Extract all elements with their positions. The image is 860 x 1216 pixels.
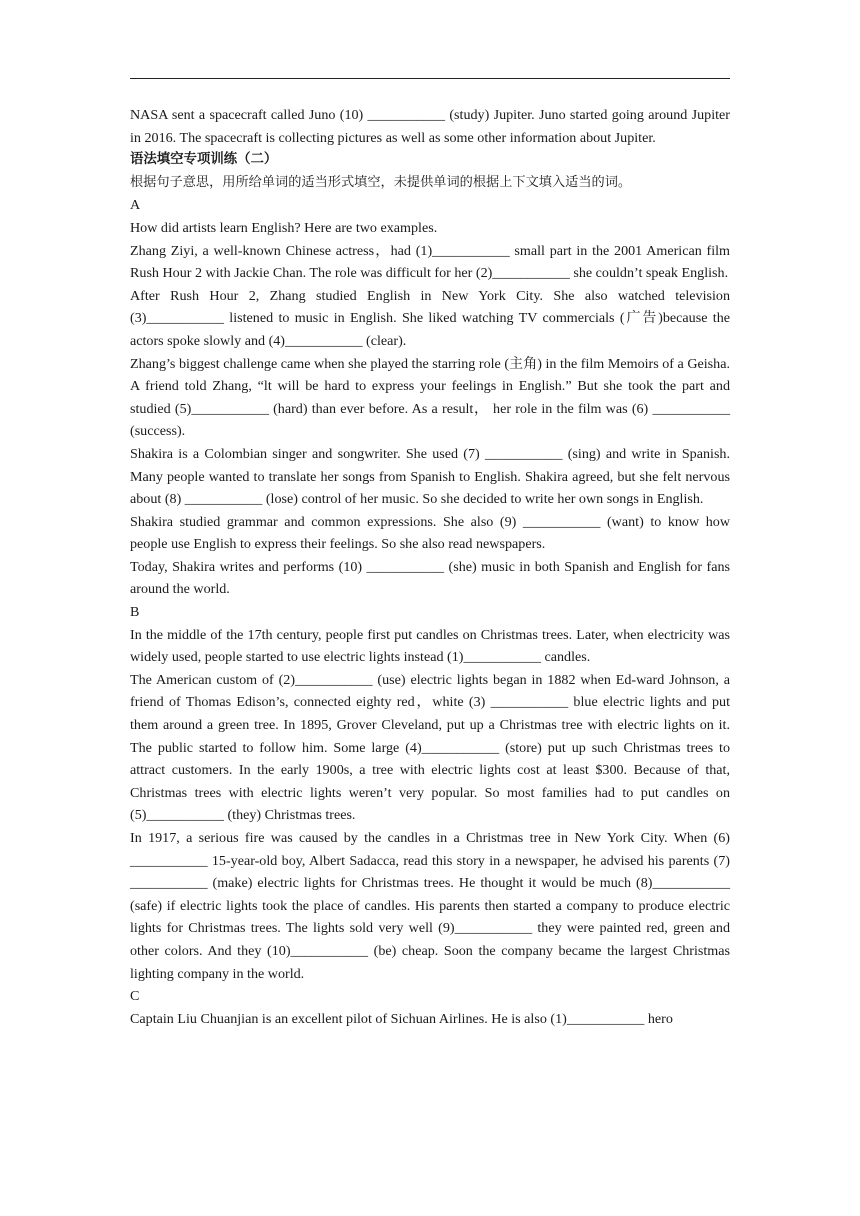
passage-a-paragraph: Shakira studied grammar and common expressions. She also (9) ___________ (want) to know how people use English to express their feelings. So she also read newspapers. — [130, 513, 730, 553]
passage-b-paragraph: The American custom of (2)___________ (use) electric lights began in 1882 when Ed-ward Johnson, a friend of Thomas Edison’s, connected eighty red，white (3) ___________ blue electric lights and put them around a green tree. In 1895, Grover Cleveland, put up a Christmas tree with electric lights on it. The public started to follow him. Some large (4)___________ (store) put up such Christmas trees to attract customers. In the early 1900s, a tree with electric lights cost at least $300. Because of that, Christmas trees with electric lights weren’t very popular. So most families had to put candles on (5)___________ (they) Christmas trees. — [130, 671, 730, 824]
passage-a-paragraph: Zhang Ziyi, a well-known Chinese actress，had (1)___________ small part in the 2001 American film Rush Hour 2 with Jackie Chan. The role was difficult for her (2)___________ she couldn’t speak English. — [130, 242, 730, 282]
intro-paragraph: NASA sent a spacecraft called Juno (10) ___________ (study) Jupiter. Juno started going around Jupiter in 2016. The spacecraft is collecting pictures as well as some other information about Jupiter. — [130, 107, 730, 146]
passage-a-paragraph: Shakira is a Colombian singer and songwriter. She used (7) ___________ (sing) and write in Spanish. Many people wanted to translate her songs from Spanish to English. Shakira agreed, but she felt nervous about (8) ___________ (lose) control of her music. So she decided to write her own songs in English. — [130, 445, 730, 508]
passage-a-paragraph: After Rush Hour 2, Zhang studied English in New York City. She also watched television (3)___________ listened to music in English. She liked watching TV commercials (广告)because the actors spoke slowly and (4)___________ (clear). — [130, 287, 730, 349]
passage-c-paragraph: Captain Liu Chuanjian is an excellent pilot of Sichuan Airlines. He is also (1)___________ hero — [130, 1010, 673, 1027]
passage-b-paragraph: In 1917, a serious fire was caused by the candles in a Christmas tree in New York City. When (6) ___________ 15-year-old boy, Albert Sadacca, read this story in a newspaper, he advised his parents (7) ___________ (make) electric lights for Christmas trees. He thought it would be much (8)___________ (safe) if electric lights took the place of candles. His parents then started a company to produce electric lights for Christmas trees. The lights sold very well (9)___________ they were painted red, green and other colors. And they (10)___________ (be) cheap. Soon the company became the largest Christmas lighting company in the world. — [130, 830, 730, 982]
passage-a-paragraph: Today, Shakira writes and performs (10) ___________ (she) music in both Spanish and English for fans around the world. — [130, 558, 730, 598]
passage-c-label: C — [130, 988, 140, 1005]
passage-a-paragraph: How did artists learn English? Here are two examples. — [130, 219, 438, 236]
passage-b-label: B — [130, 604, 140, 621]
section-title: 语法填空专项训练（二） — [130, 152, 278, 168]
instructions: 根据句子意思，用所给单词的适当形式填空，未提供单词的根据上下文填入适当的词。 — [130, 174, 632, 190]
document-body — [130, 104, 730, 1030]
passage-a-label: A — [130, 197, 141, 214]
header-rule — [130, 78, 730, 79]
passage-b-paragraph: In the middle of the 17th century, people first put candles on Christmas trees. Later, when electricity was widely used, people started to use electric lights instead (1)___________ candles. — [130, 626, 730, 666]
passage-a-paragraph: Zhang’s biggest challenge came when she played the starring role (主角) in the film Memoirs of a Geisha. A friend told Zhang, “lt will be hard to express your feelings in English.” But she took the part and studied (5)___________ (hard) than ever before. As a result， her role in the film was (6) ___________ (success). — [130, 355, 730, 440]
